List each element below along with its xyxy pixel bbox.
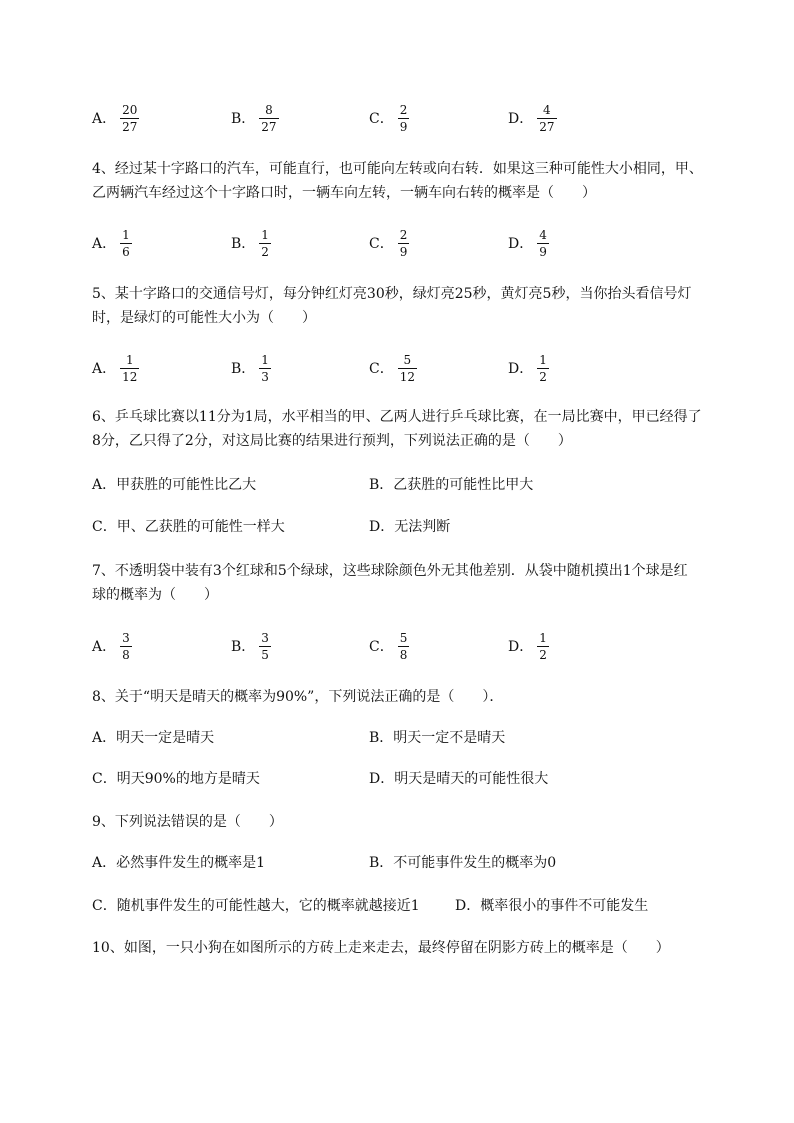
q8-option-d: D．明天是晴天的可能性很大 [369, 771, 549, 787]
q6-option-b: B．乙获胜的可能性比甲大 [369, 477, 534, 493]
fraction: $\frac{8}{27}$ [261, 102, 277, 134]
q9-option-c: C．随机事件发生的可能性越大，它的概率就越接近1 [92, 898, 420, 914]
question-10-line-1: 10、如图，一只小狗在如图所示的方砖上走来走去，最终停留在阴影方砖上的概率是（ ） [92, 940, 670, 956]
fraction: $\frac{4}{27}$ [539, 102, 555, 134]
fraction: $\frac{3}{8}$ [122, 630, 130, 662]
q5-option-a: A． $\frac{1}{12}$ [92, 352, 138, 384]
q8-option-c: C．明天90%的地方是晴天 [92, 771, 260, 787]
question-8-line-1: 8、关于“明天是晴天的概率为90%”，下列说法正确的是（ ）． [92, 689, 504, 705]
question-7-line-2: 球的概率为（ ） [92, 587, 218, 603]
fraction: $\frac{1}{2}$ [539, 630, 547, 662]
q3-option-d: D． $\frac{4}{27}$ [508, 102, 555, 134]
q7-option-a: A． $\frac{3}{8}$ [92, 630, 130, 662]
q8-option-a: A．明天一定是晴天 [92, 730, 215, 746]
q6-option-d: D．无法判断 [369, 519, 451, 535]
q5-option-c: C． $\frac{5}{12}$ [369, 352, 415, 384]
q5-option-b: B． $\frac{1}{3}$ [231, 352, 269, 384]
question-6-line-1: 6、乒乓球比赛以11分为1局，水平相当的甲、乙两人进行乒乓球比赛，在一局比赛中，甲已经得了 [92, 409, 702, 425]
fraction: $\frac{20}{27}$ [122, 102, 138, 134]
fraction: $\frac{1}{2}$ [261, 227, 269, 259]
q8-option-b: B．明天一定不是晴天 [369, 730, 506, 746]
q3-option-b: B． $\frac{8}{27}$ [231, 102, 277, 134]
question-9-text [92, 810, 752, 834]
fraction: $\frac{3}{5}$ [261, 630, 269, 662]
q4-option-d: D． $\frac{4}{9}$ [508, 227, 547, 259]
q9-option-b: B．不可能事件发生的概率为0 [369, 855, 557, 871]
fraction: $\frac{5}{12}$ [399, 352, 415, 384]
fraction: $\frac{4}{9}$ [539, 227, 547, 259]
fraction: $\frac{1}{12}$ [122, 352, 138, 384]
q7-options [0, 626, 794, 666]
question-6-line-2: 8分，乙只得了2分，对这局比赛的结果进行预判，下列说法正确的是（ ） [92, 433, 572, 449]
q5-option-d: D． $\frac{1}{2}$ [508, 352, 547, 384]
q4-options [0, 223, 794, 263]
q7-option-b: B． $\frac{3}{5}$ [231, 630, 269, 662]
question-5-line-1: 5、某十字路口的交通信号灯，每分钟红灯亮30秒，绿灯亮25秒，黄灯亮5秒，当你抬头看信号灯 [92, 286, 692, 302]
q7-option-d: D． $\frac{1}{2}$ [508, 630, 547, 662]
question-7-line-1: 7、不透明袋中装有3个红球和5个绿球，这些球除颜色外无其他差别．从袋中随机摸出1个球是红 [92, 563, 688, 579]
q7-option-c: C． $\frac{5}{8}$ [369, 630, 408, 662]
fraction: $\frac{2}{9}$ [399, 102, 408, 134]
q3-options [0, 98, 794, 138]
q9-option-a: A．必然事件发生的概率是1 [92, 855, 266, 871]
fraction: $\frac{2}{9}$ [399, 227, 408, 259]
question-5-line-2: 时，是绿灯的可能性大小为（ ） [92, 310, 316, 326]
question-8-text [92, 685, 752, 709]
question-4-line-2: 乙两辆汽车经过这个十字路口时，一辆车向左转，一辆车向右转的概率是（ ） [92, 185, 596, 201]
fraction: $\frac{1}{3}$ [261, 352, 269, 384]
question-4-line-1: 4、经过某十字路口的汽车，可能直行，也可能向左转或向右转．如果这三种可能性大小相同，甲、 [92, 161, 703, 177]
question-5-text [92, 282, 752, 330]
q6-option-c: C．甲、乙获胜的可能性一样大 [92, 519, 285, 535]
q5-options [0, 348, 794, 388]
q6-option-a: A．甲获胜的可能性比乙大 [92, 477, 257, 493]
question-7-text [92, 559, 752, 607]
fraction: $\frac{1}{6}$ [122, 227, 130, 259]
q3-option-a: A． $\frac{20}{27}$ [92, 102, 138, 134]
question-6-text [92, 405, 752, 453]
q3-option-c: C． $\frac{2}{9}$ [369, 102, 408, 134]
question-4-text [92, 157, 752, 205]
question-9-line-1: 9、下列说法错误的是（ ） [92, 814, 283, 830]
q9-option-d: D．概率很小的事件不可能发生 [455, 898, 649, 914]
question-10-text [92, 936, 752, 960]
fraction: $\frac{5}{8}$ [399, 630, 408, 662]
q4-option-b: B． $\frac{1}{2}$ [231, 227, 269, 259]
fraction: $\frac{1}{2}$ [539, 352, 547, 384]
q4-option-c: C． $\frac{2}{9}$ [369, 227, 408, 259]
q4-option-a: A． $\frac{1}{6}$ [92, 227, 130, 259]
